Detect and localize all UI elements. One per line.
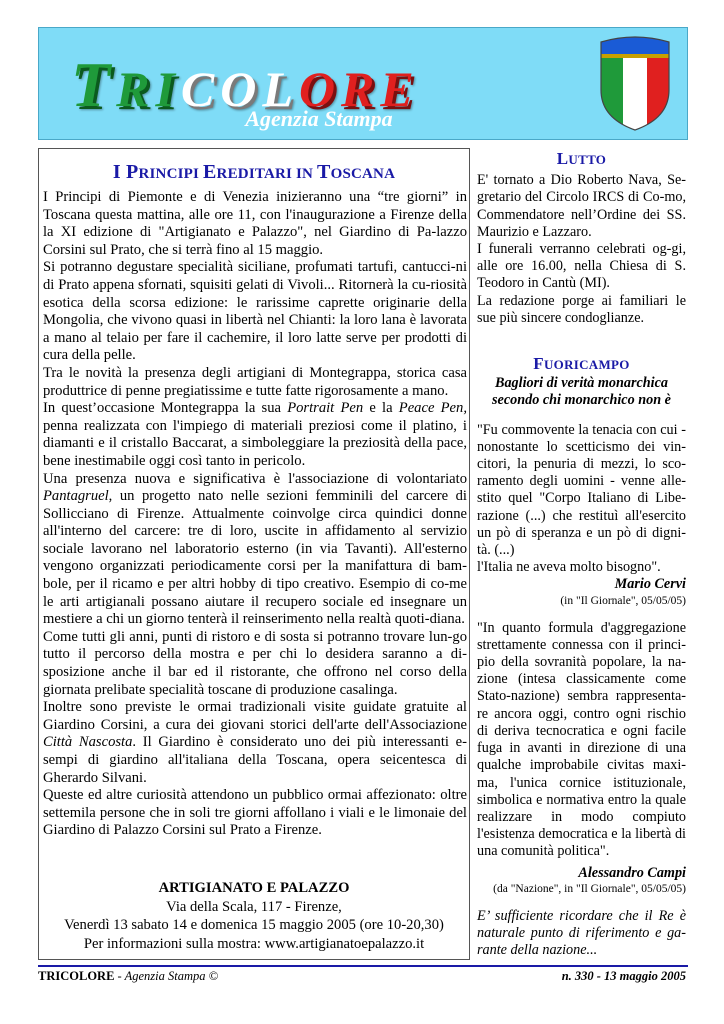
event-info-block — [39, 879, 469, 953]
italian-tricolor-shield-icon — [599, 34, 671, 132]
title-part: REDITARI IN — [216, 166, 318, 182]
event-dates: Venerdì 13 sabato 14 e domenica 15 maggio 2005 (ore 10-20,30) — [64, 917, 444, 933]
event-info-link[interactable]: Per informazioni sulla mostra: www.artigianatoepalazzo.it — [83, 935, 425, 952]
masthead — [38, 27, 688, 140]
logo-letter: O — [298, 61, 336, 117]
lutto-title — [477, 150, 686, 168]
quote-last-line: l'Italia ne aveva molto bisogno". — [477, 559, 661, 576]
quote-author: Mario Cervi — [614, 576, 686, 593]
footer-brand-name: TRICOLORE — [38, 969, 115, 983]
logo-letter: C — [180, 61, 215, 117]
footer-issue: n. 330 - 13 maggio 2005 — [561, 969, 686, 983]
masthead-subtitle: Agenzia Stampa — [245, 106, 393, 131]
article-paragraph: Una presenza nuova e significativa è l'associazione di volontariato Pantagruel, un progetto nato nelle sezioni femminili del carcere di Sollicciano di Firenze. Attualmente coinvolge circa quindici donne all'interno del carcere: tre di loro, uscite in affidamento al servizio sociale lavorano nel laboratorio esterno (in via Tavanti). All'esterno vengono organizzati periodicamente corsi per la manifattura di bam-bole, per il ricamo e per altri hobby di tipo creativo. Esempio di co-me le arti artigianali possano aiutare il recupero sociale ed insegnare un mestiere a chi un giorno tenterà il reinserimento nella realtà quoti-diana. — [43, 470, 467, 628]
footer-brand — [38, 969, 218, 984]
title-part: T — [317, 161, 331, 183]
main-article-box — [38, 148, 470, 960]
title-part: UTTO — [568, 152, 607, 167]
article-paragraph: Inoltre sono previste le ormai tradizionali visite guidate gratuite al Giardino Corsini, a cura dei giovani storici dell'arte dell'Associazione Città Nascosta. Il Giardino è considerato uno dei più interessanti e-sempi di giardino all'italiana della Toscana, opera seicentesca di Gherardo Silvani. — [43, 699, 467, 786]
article-paragraph: I Principi di Piemonte e di Venezia inizieranno una “tre giorni” in Toscana questa mattina, alle ore 11, con l'inaugurazione a Firenze della la XI edizione di "Artigianato e Palazzo", nel Giardino di Pa-lazzo Corsini sul Prato, che si terrà fino al 15 maggio. — [43, 189, 467, 258]
quote-author: Alessandro Campi — [578, 864, 686, 881]
title-part: F — [533, 354, 544, 374]
lutto-paragraph: E' tornato a Dio Roberto Nava, Se-gretario del Circolo IRCS di Co-mo, Commendatore nell’Ordine dei SS. Maurizio e Lazzaro. — [477, 172, 686, 240]
footer-agency: - Agenzia Stampa © — [114, 969, 219, 983]
logo-letter: E — [380, 61, 414, 117]
logo-letter: T — [71, 49, 111, 120]
pen-name: Peace Pen, — [398, 400, 467, 417]
title-part: UORICAMPO — [543, 357, 630, 373]
logo-letter: O — [220, 61, 257, 117]
article-paragraph: Si potranno degustare specialità siciliane, profumati tartufi, cantucci-ni di Prato appena sfornati, squisiti gelati di Vivoli... Ritornerà la cu-riosità esotica della scorsa edizione: le rarissime caprette originarie della Mongolia, che vivono quasi in libertà nel Chianti: la loro lana è lavorata a mano al telaio per fare il cachemire, il loro latte serve per prodotti di cura della pelle. — [43, 259, 467, 364]
quote-source: (in "Il Giornale", 05/05/05) — [560, 594, 686, 607]
lutto-paragraph: I funerali verranno celebrati og-gi, alle ore 16.00, nella Chiesa di S. Teodoro in Cantù (MI). — [477, 241, 686, 292]
title-part: L — [556, 149, 569, 168]
logo-letter: R — [116, 61, 150, 117]
article-paragraph: Tra le novità la presenza degli artigiani di Montegrappa, storica casa produttrice di penne pregiatissime e tutte fatte rigorosamente a mano. — [43, 364, 467, 399]
title-part: RINCIPI — [138, 166, 203, 182]
logo-letter: L — [262, 61, 293, 117]
right-column — [477, 150, 686, 959]
association-name: Città Nascosta — [43, 734, 133, 751]
quote-text: "Fu commovente la tenacia con cui - nonostante lo scetticismo dei vin-citori, la penuria di mezzi, lo sco-ramento degli uomini - venne alle-stito quel "Corpo Italiano di Libe-razione (...) che restituì all'esercito un pò di speranza e un pò di digni-tà. (...) — [477, 421, 686, 559]
article-paragraph: Queste ed altre curiosità attendono un pubblico ormai affezionato: oltre settemila persone che in soli tre giorni affollano i viali e le limonaie del Giardino di Palazzo Corsini sul Prato a Firenze. — [43, 787, 467, 839]
footer-divider — [38, 965, 688, 967]
main-article-body — [43, 189, 467, 840]
lutto-paragraph: La redazione porge ai familiari le sue più sincere condoglianze. — [477, 292, 686, 326]
main-article-title — [39, 161, 469, 184]
fuoricampo-closing: E’ sufficiente ricordare che il Re è naturale punto di riferimento e ga-rante della nazione... — [477, 907, 686, 959]
title-part: P — [126, 161, 139, 183]
quote-text: "In quanto formula d'aggregazione strettamente connessa con il princi-pio della sovranità popolare, la na-zione (intesa classicamente come Stato-nazione) sembra rappresenta-re ancora oggi, contro ogni rischio di deriva tecnocratica e ogni facile fuga in avanti in direzione di una qualche improbabile civitas maxi-ma, l'unica cornice istituzionale, simbolica e normativa entro la quale realizzare in modo compiuto l'esistenza democratica e la libertà di una comunità politica". — [477, 619, 686, 860]
event-name: ARTIGIANATO E PALAZZO — [158, 880, 350, 896]
fuoricampo-title — [477, 355, 686, 373]
logo-letter: R — [341, 61, 375, 117]
title-part: I — [112, 161, 127, 183]
article-paragraph: Come tutti gli anni, punti di ristoro e di sosta si potranno trovare lun-go tutto il percorso della mostra e per chi lo desidera saranno a di-sposizione anche il bar ed il ristorante, che offrono nel corso della giornata prelibate specialità toscane di produzione casalinga. — [43, 628, 467, 698]
fuoricampo-subtitle: Bagliori di verità monarchica secondo chi monarchico non è — [492, 375, 671, 409]
logo-letter: I — [155, 61, 175, 117]
title-part: E — [203, 161, 217, 183]
association-name: Pantagruel — [43, 488, 109, 505]
quote-source: (da "Nazione", in "Il Giornale", 05/05/05) — [493, 882, 686, 895]
event-address: Via della Scala, 117 - Firenze, — [166, 898, 342, 915]
article-paragraph: In quest’occasione Montegrappa la sua Portrait Pen e la Peace Pen, penna realizzata con l'impiego di materiali preziosi come il platino, i diamanti e il cristallo Baccarat, a simboleggiare la preziosità della pace, bene inestimabile oggi così tanto in pericolo. — [43, 400, 467, 469]
title-part: OSCANA — [330, 166, 396, 182]
pen-name: Portrait Pen — [287, 400, 364, 417]
lutto-body — [477, 172, 686, 327]
